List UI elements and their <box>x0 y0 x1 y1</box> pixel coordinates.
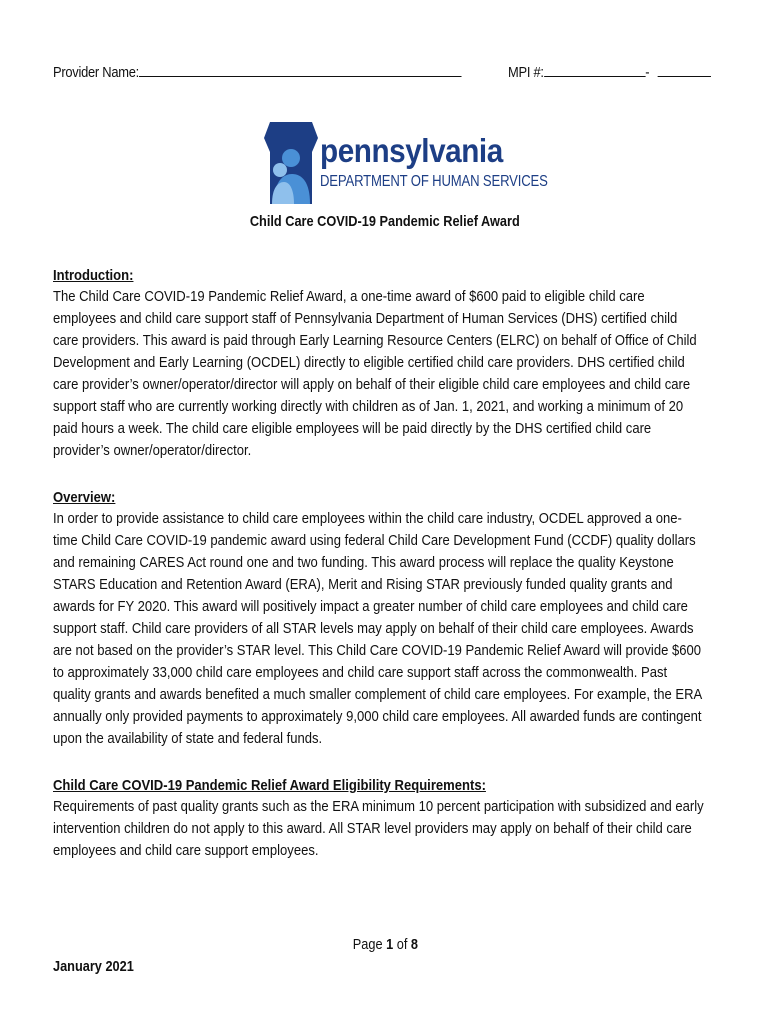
logo-department: DEPARTMENT OF HUMAN SERVICES <box>320 173 548 190</box>
section-heading: Introduction: <box>53 267 134 284</box>
section-heading: Child Care COVID-19 Pandemic Relief Award Eligibility Requirements: <box>53 777 486 794</box>
section-body: Requirements of past quality grants such as the ERA minimum 10 percent participation with subsidized and early intervention children do not apply to this award. All STAR level providers may apply on behalf of their child care employees and child care support employees. <box>53 798 704 859</box>
mpi-label: MPI #: <box>508 64 544 81</box>
page-total: 8 <box>410 936 418 953</box>
mpi-line-1 <box>544 62 645 77</box>
section-introduction <box>53 267 706 462</box>
keystone-family-icon <box>262 118 320 208</box>
section-body: In order to provide assistance to child care employees within the child care industry, OCDEL approved a one-time Child Care COVID-19 pandemic award using federal Child Care Development Fund (CCDF) quality dollars and remaining CARES Act round one and two funding. This award process will replace the quality Keystone STARS Education and Retention Award (ERA), Merit and Rising STAR previously funded quality grants and awards for FY 2020. This award will positively impact a greater number of child care employees and child care support staff. Child care providers of all STAR levels may apply on behalf of their child care employees. Awards are not based on the provider’s STAR level. This Child Care COVID-19 Pandemic Relief Award will provide $600 to approximately 33,000 child care employees and child care support staff across the commonwealth. Past quality grants and awards benefited a much smaller complement of child care employees. For example, the ERA annually only provided payments to approximately 9,000 child care employees. All awarded funds are contingent upon the availability of state and federal funds. <box>53 510 702 747</box>
mpi-field <box>508 62 711 81</box>
provider-name-label: Provider Name: <box>53 64 140 81</box>
section-overview <box>53 489 706 750</box>
page-of: of <box>396 936 407 953</box>
section-eligibility <box>53 777 706 862</box>
mpi-dash: - <box>645 64 650 81</box>
document-title <box>0 213 770 230</box>
provider-name-field <box>53 62 462 81</box>
section-body: The Child Care COVID-19 Pandemic Relief Award, a one-time award of $600 paid to eligible child care employees and child care support staff of Pennsylvania Department of Human Services (DHS) certified child care providers. This award is paid through Early Learning Resource Centers (ELRC) on behalf of Office of Child Development and Early Learning (OCDEL) directly to eligible certified child care providers. DHS certified child care provider’s owner/operator/director will apply on behalf of their eligible child care employees and child care support staff who are currently working directly with children as of Jan. 1, 2021, and working a minimum of 20 paid hours a week. The child care eligible employees will be paid directly by the DHS certified child care provider’s owner/operator/director. <box>53 288 697 459</box>
page-current: 1 <box>385 936 393 953</box>
dhs-logo <box>262 118 548 208</box>
page-number <box>0 936 770 953</box>
page-word: Page <box>352 936 383 953</box>
footer-date: January 2021 <box>53 958 134 975</box>
mpi-line-2 <box>658 62 711 77</box>
document-title-text: Child Care COVID-19 Pandemic Relief Award <box>250 213 520 230</box>
section-heading: Overview: <box>53 489 116 506</box>
logo-wordmark: pennsylvania <box>320 132 503 169</box>
provider-name-line <box>139 62 462 77</box>
